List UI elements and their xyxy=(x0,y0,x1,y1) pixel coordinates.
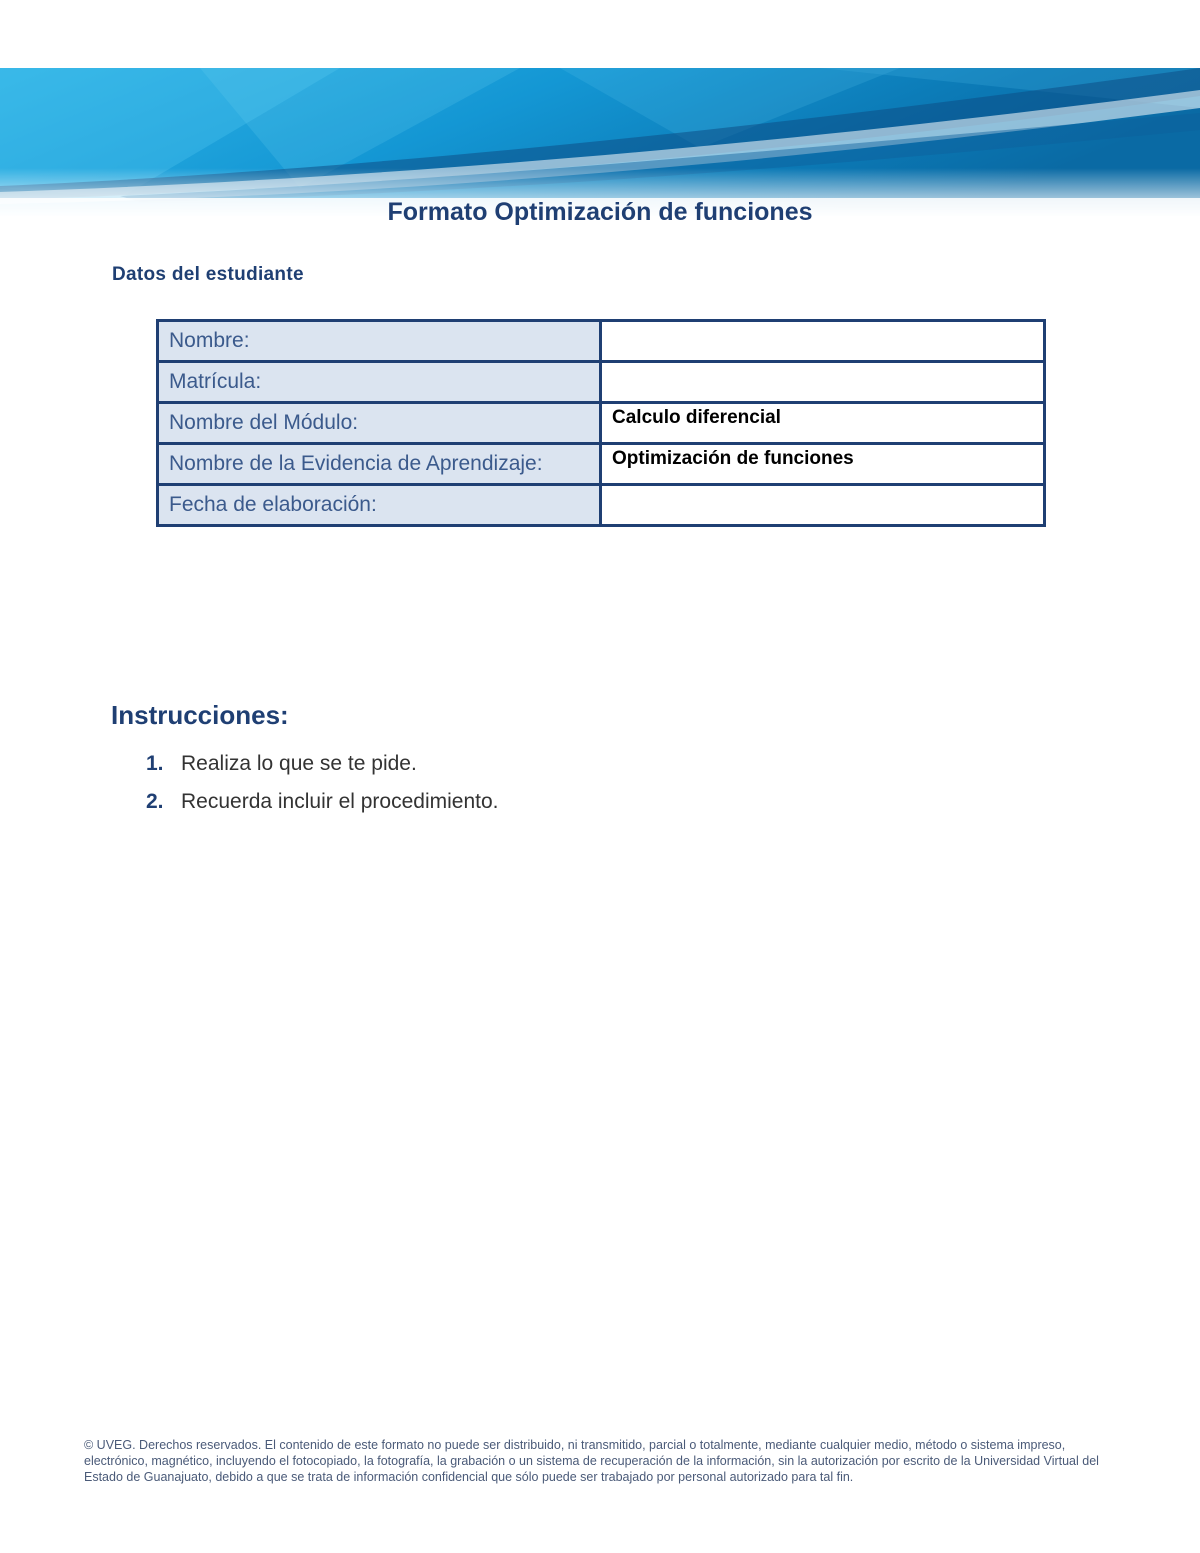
page-title: Formato Optimización de funciones xyxy=(387,198,813,226)
name-label: Nombre: xyxy=(158,321,601,362)
list-item-text: Recuerda incluir el procedimiento. xyxy=(181,790,499,813)
enrollment-label: Matrícula: xyxy=(158,362,601,403)
module-field[interactable]: Calculo diferencial xyxy=(601,403,1045,444)
module-label: Nombre del Módulo: xyxy=(158,403,601,444)
list-item xyxy=(146,788,499,826)
instructions-list xyxy=(146,750,499,826)
instructions-title: Instrucciones: xyxy=(111,700,289,730)
list-item xyxy=(146,750,499,788)
blue-wave-banner-icon xyxy=(0,68,1200,216)
table-row xyxy=(158,485,1045,526)
table-row xyxy=(158,321,1045,362)
list-item-text: Realiza lo que se te pide. xyxy=(181,752,417,775)
list-item-number: 1. xyxy=(146,752,164,775)
table-row xyxy=(158,362,1045,403)
evidence-field[interactable]: Optimización de funciones xyxy=(601,444,1045,485)
date-field[interactable] xyxy=(601,485,1045,526)
student-data-heading: Datos del estudiante xyxy=(112,264,304,285)
date-label: Fecha de elaboración: xyxy=(158,485,601,526)
copyright-footer: © UVEG. Derechos reservados. El contenido de este formato no puede ser distribuido, ni transmitido, parcial o totalmente, mediante cualquier medio, método o sistema impreso, electrónico, magnético, incluyendo el fotocopiado, la fotografía, la grabación o un sistema de recuperación de la información, sin la autorización por escrito de la Universidad Virtual del Estado de Guanajuato, debido a que se trata de información confidencial que sólo puede ser trabajado por personal autorizado para tal fin. xyxy=(84,1438,1099,1484)
student-data-table xyxy=(156,319,1046,527)
enrollment-field[interactable] xyxy=(601,362,1045,403)
list-item-number: 2. xyxy=(146,790,164,813)
evidence-label: Nombre de la Evidencia de Aprendizaje: xyxy=(158,444,601,485)
header-banner xyxy=(0,68,1200,216)
table-row xyxy=(158,444,1045,485)
table-row xyxy=(158,403,1045,444)
name-field[interactable] xyxy=(601,321,1045,362)
